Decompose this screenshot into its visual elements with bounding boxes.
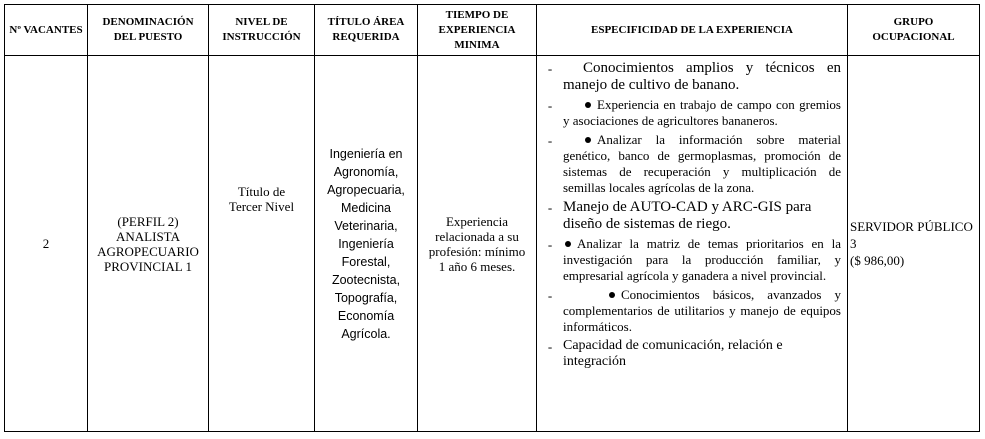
puesto-name: ANALISTA AGROPECUARIO PROVINCIAL 1 (97, 228, 199, 274)
salario-value: ($ 986,00) (850, 253, 905, 268)
bullet-icon (609, 292, 615, 298)
grupo-cell (848, 56, 980, 432)
header-titulo: TÍTULO ÁREA REQUERIDA (315, 5, 418, 56)
tiempo-value: Experiencia relacionada a su profesión: mínimo 1 año 6 meses. (428, 213, 526, 274)
header-row (5, 5, 980, 56)
list-item: - Conocimientos amplios y técnicos en manejo de cultivo de banano. (547, 60, 841, 93)
list-item: - Manejo de AUTO-CAD y ARC-GIS para diseño de sistemas de riego. (547, 199, 812, 232)
nivel-cell (209, 56, 315, 432)
header-especificidad: ESPECIFICIDAD DE LA EXPERIENCIA (537, 5, 848, 56)
header-denominacion: DENOMINACIÓN DEL PUESTO (88, 5, 209, 56)
nivel-value: Título de Tercer Nivel (228, 183, 295, 214)
table-row (5, 56, 980, 432)
list-item: - Analizar la información sobre material genético, banco de germoplasmas, promoción de sistemas de recuperación y multiplicación de semillas locales agrícolas de la zona. (547, 132, 841, 195)
bullet-icon (585, 137, 591, 143)
vacantes-value: 2 (42, 235, 50, 251)
tiempo-cell (418, 56, 537, 432)
header-tiempo: TIEMPO DE EXPERIENCIA MINIMA (418, 5, 537, 56)
perfil-label: (PERFIL 2) (117, 213, 179, 229)
list-item: - Conocimientos básicos, avanzados y complementarios de utilitarios y manejo de equipos informáticos. (547, 287, 841, 334)
grupo-value: SERVIDOR PÚBLICO 3 (850, 219, 973, 251)
bullet-icon (585, 102, 591, 108)
job-profile-table (4, 4, 980, 432)
list-item: - Analizar la matriz de temas prioritarios en la investigación para la producción familiar, y empresarial agrícola y ganadera a nivel provincial. (547, 236, 841, 283)
header-grupo: GRUPO OCUPACIONAL (848, 5, 980, 56)
bullet-icon (565, 241, 571, 247)
vacantes-cell (5, 56, 88, 432)
list-item: - Experiencia en trabajo de campo con gremios y asociaciones de agricultores bananeros. (547, 97, 841, 128)
titulo-cell (315, 56, 418, 432)
header-vacantes: Nº VACANTES (5, 5, 88, 56)
puesto-cell (88, 56, 209, 432)
especificidad-cell (537, 56, 848, 432)
header-nivel: NIVEL DE INSTRUCCIÓN (209, 5, 315, 56)
titulo-value: Ingeniería en Agronomía, Agropecuaria, Medicina Veterinaria, Ingeniería Forestal, Zootecnista, Topografía, Economía Agrícola. (327, 146, 405, 341)
list-item: - Capacidad de comunicación, relación e integración (547, 338, 783, 369)
